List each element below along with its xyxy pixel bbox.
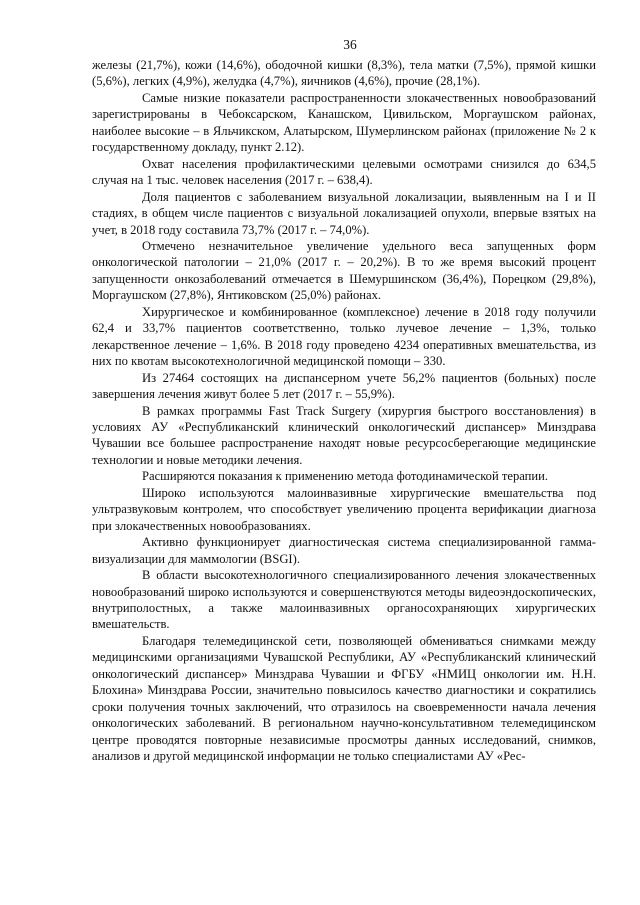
paragraph-treatment-types: Хирургическое и комбинированное (комплексное) лечение в 2018 году получили 62,4 и 33,7% пациентов соответственно, только лучевое лечение – 1,3%, только лекарственное лечение – 1,6%. В 2018 году проведено 4234 оперативных вмешательства, из них по квотам высокотехнологичной медицинской помощи – 330.	[92, 304, 596, 369]
page-number: 36	[343, 37, 357, 52]
paragraph-fast-track-surgery: В рамках программы Fast Track Surgery (хирургия быстрого восстановления) в условиях АУ «Республиканский клинический онкологический диспансер» Минздрава Чувашии все большее распространение находят новые ресурсосберегающие медицинские технологии и новые методики лечения.	[92, 403, 596, 467]
paragraph-advanced-cases: Отмечено незначительное увеличение удельного веса запущенных форм онкологической патологии – 21,0% (2017 г. – 20,2%). В то же время высокий процент запущенности онкозаболеваний отмечается в Шемуршинском (36,4%), Порецком (29,8%), Моргаушском (27,8%), Янтиковском (25,0%) районах.	[92, 238, 596, 303]
paragraph-telemedicine: Благодаря телемедицинской сети, позволяющей обмениваться снимками между медицинскими организациями Чувашской Республики, АУ «Республиканский клинический онкологический диспансер» Минздрава Чувашии и ФГБУ «НМИЦ онкологии им. Н.Н. Блохина» Минздрава России, значительно повысилось качество диагностики и сократились сроки получения точных заключений, что отразилось на своевременности начала лечения онкологических заболеваний. В региональном научно-консультативном телемедицинском центре проводятся повторные независимые просмотры данных исследований, снимков, анализов и другой медицинской информации не только специалистами АУ «Рес-	[92, 633, 596, 764]
paragraph-photodynamic-therapy: Расширяются показания к применению метода фотодинамической терапии.	[142, 469, 549, 484]
paragraph-minimally-invasive: Широко используются малоинвазивные хирургические вмешательства под ультразвуковым контролем, что способствует увеличению процента верификации диагноза при злокачественных новообразованиях.	[92, 485, 596, 533]
paragraph-cancer-sites-continuation: железы (21,7%), кожи (14,6%), ободочной кишки (8,3%), тела матки (7,5%), прямой кишки (5,6%), легких (4,9%), желудка (4,7%), яичников (4,6%), прочие (28,1%).	[92, 58, 596, 89]
paragraph-five-year-survival: Из 27464 состоящих на диспансерном учете 56,2% пациентов (больных) после завершения лечения живут более 5 лет (2017 г. – 55,9%).	[92, 370, 596, 402]
paragraph-bsgi-system: Активно функционирует диагностическая система специализированной гамма-визуализации для маммологии (BSGI).	[92, 535, 596, 566]
paragraph-prevalence-by-district: Самые низкие показатели распространенности злокачественных новообразований зарегистрированы в Чебоксарском, Канашском, Цивильском, Моргаушском районах, наиболее высокие – в Яльчикском, Алатырском, Шумерлинском районах (приложение № 2 к государственному докладу, пункт 2.12).	[92, 90, 596, 155]
paragraph-screening-coverage: Охват населения профилактическими целевыми осмотрами снизился до 634,5 случая на 1 тыс. человек населения (2017 г. – 638,4).	[92, 156, 596, 188]
paragraph-early-stage-share: Доля пациентов с заболеванием визуальной локализации, выявленным на I и II стадиях, в общем числе пациентов с визуальной локализацией опухоли, впервые взятых на учет, в 2018 году составила 73,7% (2017 г. – 74,0%).	[92, 189, 596, 237]
paragraph-high-tech-treatment: В области высокотехнологичного специализированного лечения злокачественных новообразований широко используются и совершенствуются методы видеоэндоскопических, внутриполостных, а также малоинвазивных органосохраняющих хирургических вмешательств.	[92, 568, 596, 632]
